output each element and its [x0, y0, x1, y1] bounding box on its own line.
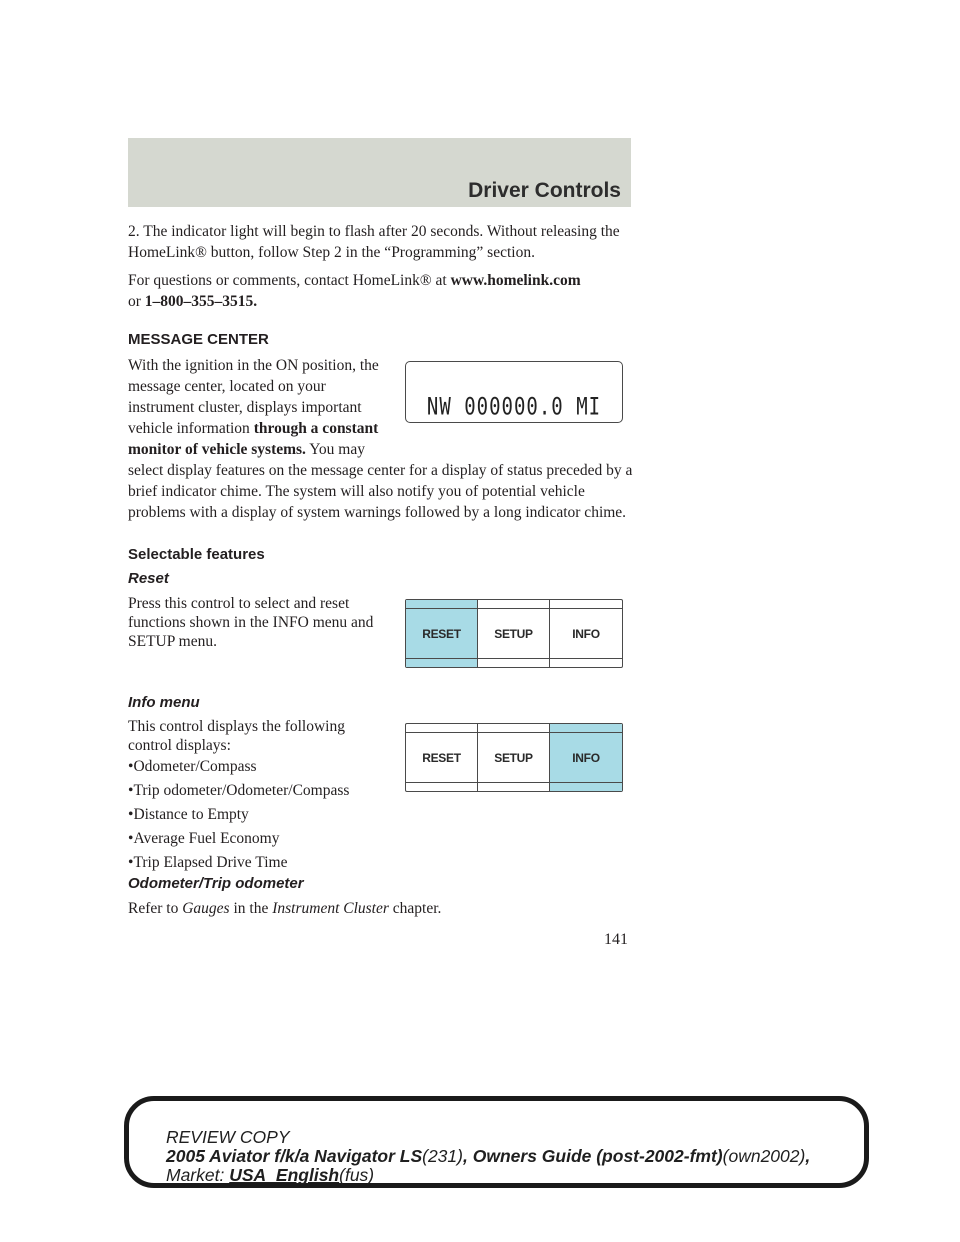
reset-heading: Reset: [128, 570, 169, 587]
footer-market-line: Market: USA_English(fus): [166, 1165, 375, 1185]
info-menu-heading: Info menu: [128, 694, 200, 711]
setup-button[interactable]: SETUP: [477, 724, 549, 791]
chapter-title: Driver Controls: [468, 179, 621, 202]
setup-button[interactable]: SETUP: [477, 600, 549, 667]
list-item: •Odometer/Compass: [128, 758, 257, 775]
odometer-heading: Odometer/Trip odometer: [128, 875, 304, 892]
message-display-panel: [405, 361, 623, 423]
list-item: •Distance to Empty: [128, 806, 249, 823]
info-menu-description: This control displays the following control displays:: [128, 718, 345, 754]
footer-review: REVIEW COPY: [166, 1127, 290, 1147]
reset-button[interactable]: RESET: [406, 724, 477, 791]
reset-button[interactable]: RESET: [406, 600, 477, 667]
info-button[interactable]: INFO: [549, 724, 622, 791]
homelink-contact: [128, 270, 633, 312]
page-number: 141: [604, 931, 628, 948]
list-item: •Trip odometer/Odometer/Compass: [128, 782, 350, 799]
homelink-phone: 1–800–355–3515.: [144, 293, 258, 310]
footer-text: [166, 1128, 846, 1185]
homelink-step-2: 2. The indicator light will begin to flash after 20 seconds. Without releasing the HomeLink® button, follow Step 2 in the “Programming” section.: [128, 223, 620, 261]
homelink-url: www.homelink.com: [450, 272, 581, 289]
info-button[interactable]: INFO: [549, 600, 622, 667]
info-menu-list: [128, 755, 428, 875]
contact-prefix: For questions or comments, contact HomeLink® at: [128, 272, 447, 289]
list-item: •Trip Elapsed Drive Time: [128, 854, 288, 871]
odometer-refer: Refer to Gauges in the Instrument Cluster chapter.: [128, 900, 442, 917]
footer-model-line: 2005 Aviator f/k/a Navigator LS(231), Owners Guide (post-2002-fmt)(own2002),: [166, 1146, 811, 1166]
mc-para-end: You may select display features on the message center for a display of status preceded by a brief indicator chime. The system will also notify you of potential vehicle problems with a display of system warnings followed by a long indicator chime.: [128, 441, 633, 521]
button-bar-reset-highlight: [405, 599, 623, 668]
list-item: •Average Fuel Economy: [128, 830, 280, 847]
mc-para-start: With the ignition in the ON position, the message center, located on your instrument cluster, displays important vehicle information: [128, 357, 379, 437]
chapter-header-band: [128, 138, 631, 207]
selectable-features-heading: Selectable features: [128, 546, 265, 563]
contact-or: or: [128, 293, 141, 310]
homelink-section: [128, 221, 633, 312]
reset-description: Press this control to select and reset functions shown in the INFO menu and SETUP menu.: [128, 595, 374, 650]
mc-para-bold: through a constant monitor of vehicle systems.: [128, 420, 379, 458]
message-display-text: NW 000000.0 MI: [426, 393, 602, 421]
message-center-heading: MESSAGE CENTER: [128, 331, 269, 348]
button-bar-info-highlight: [405, 723, 623, 792]
